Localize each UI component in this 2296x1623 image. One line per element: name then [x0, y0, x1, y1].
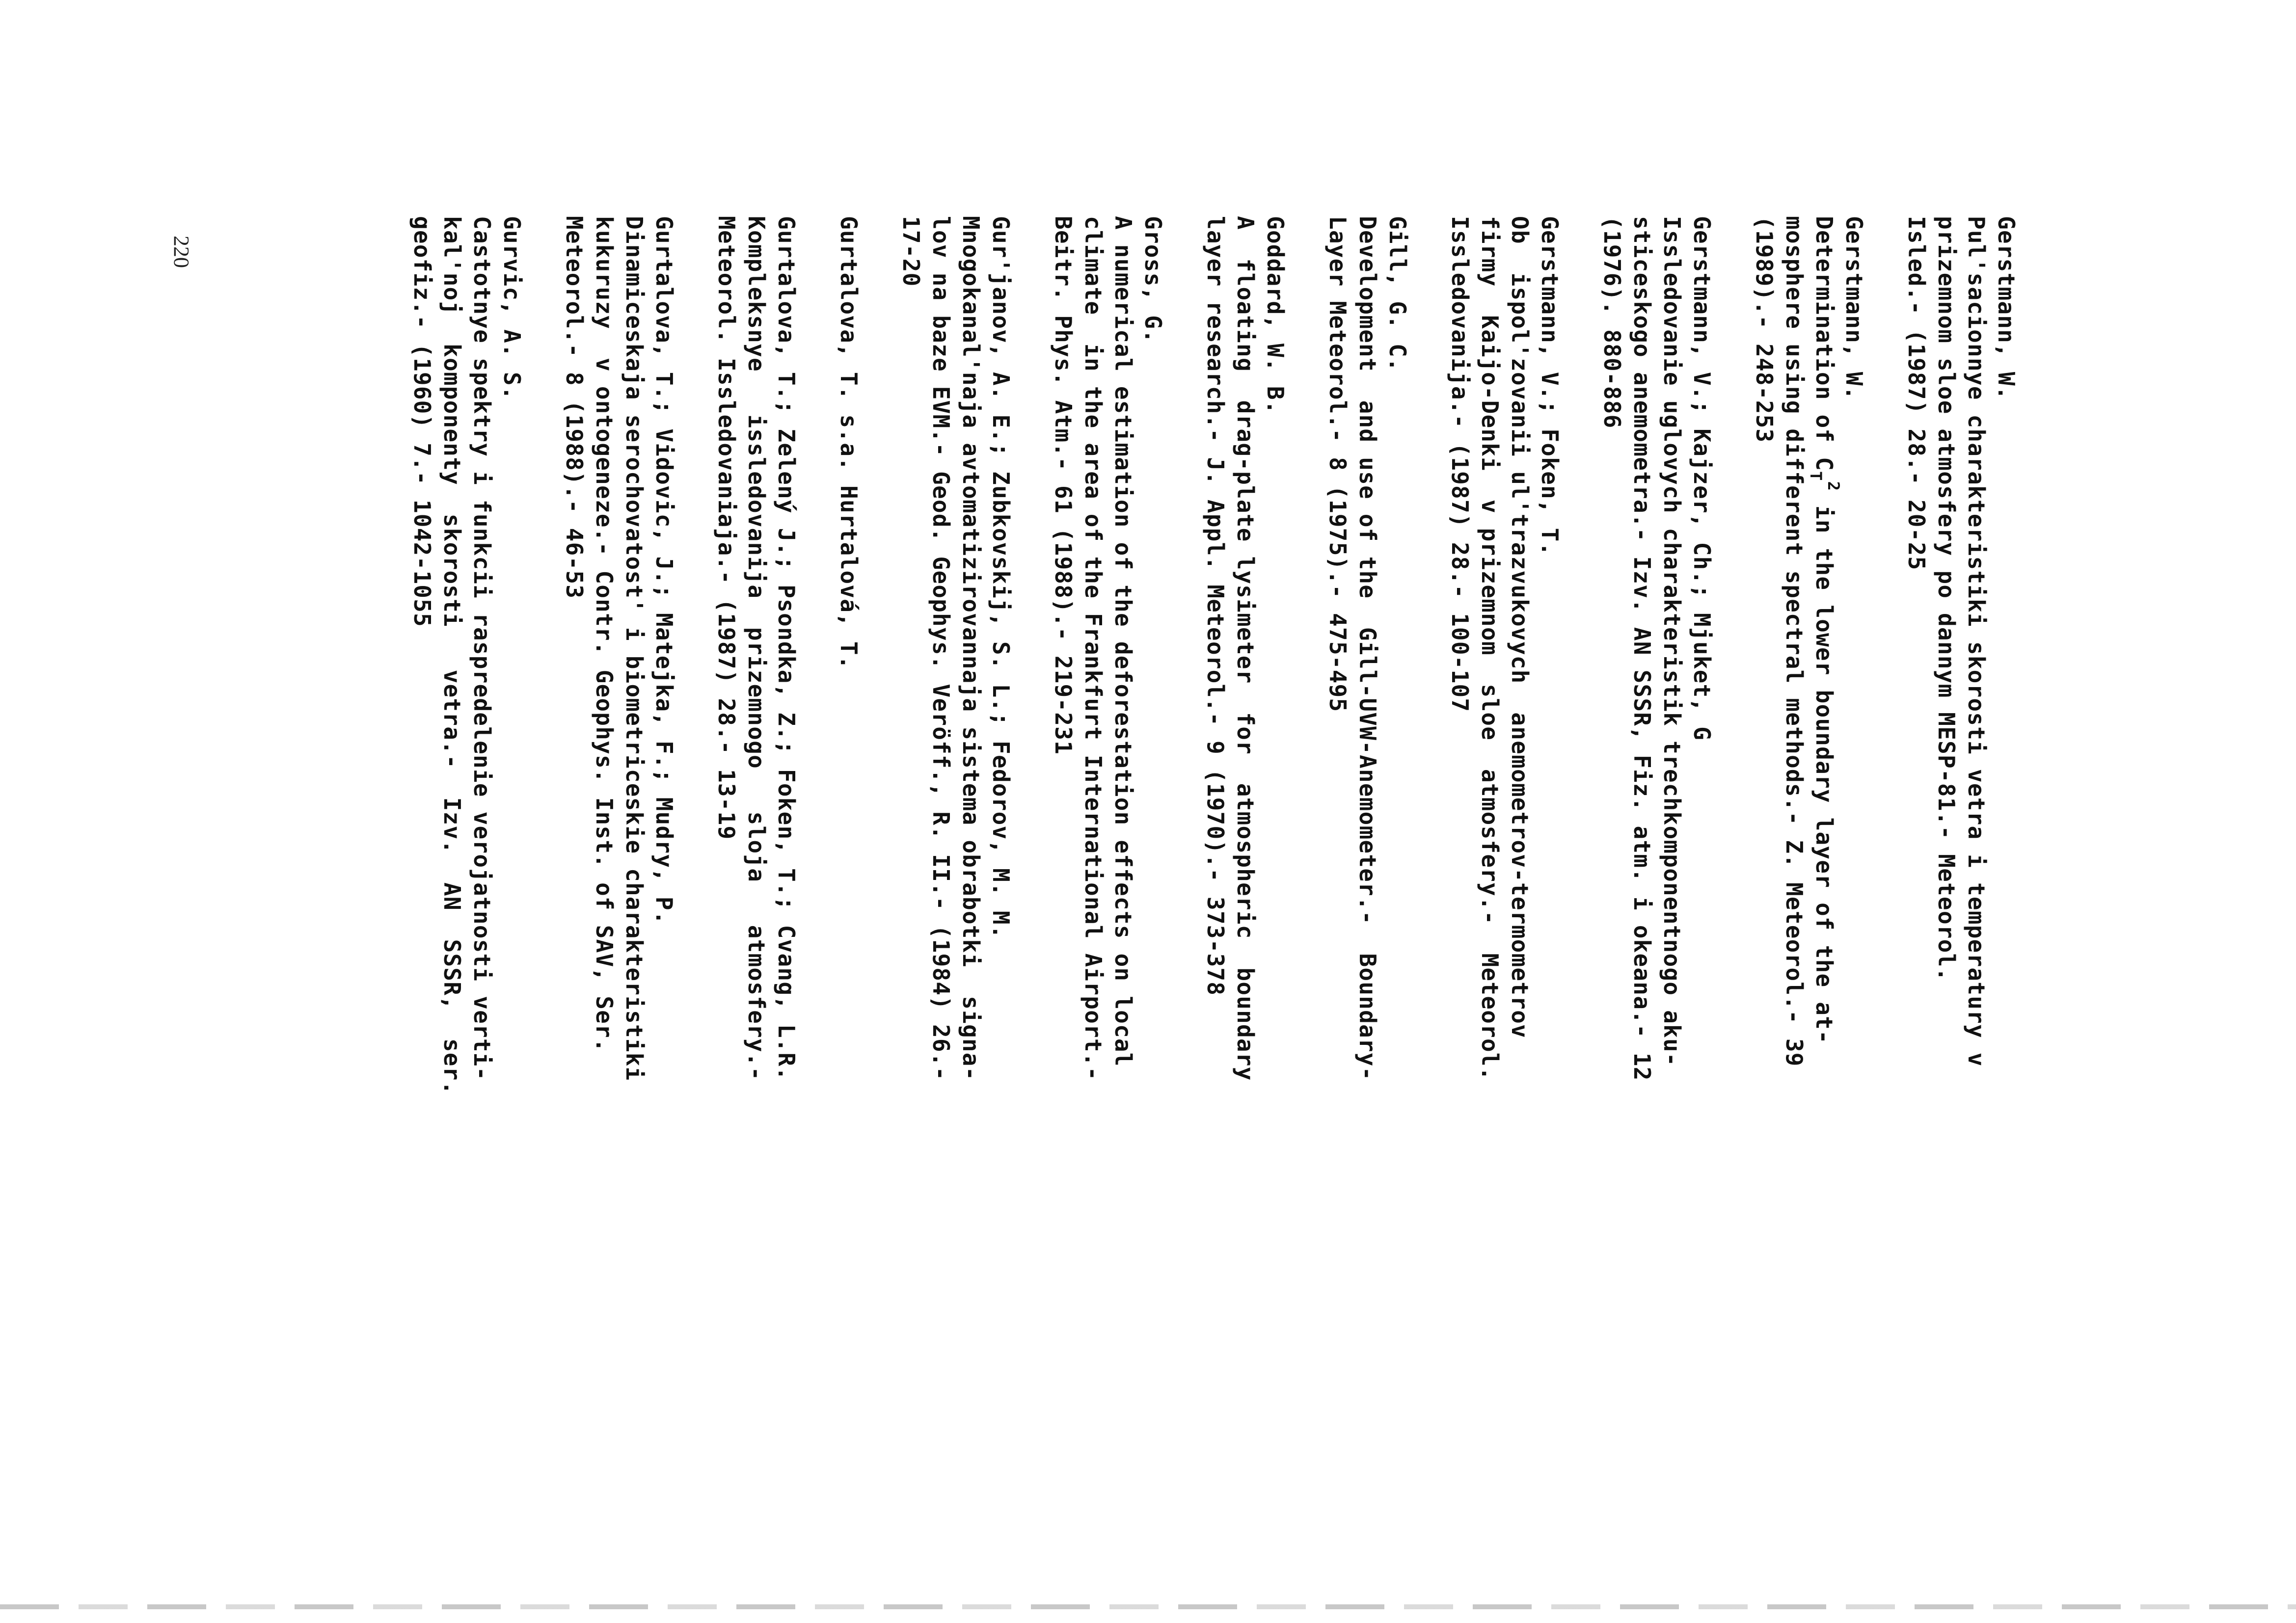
- reference-text-line: Ob ispol'zovanii ul'trazvukovych anemometrov-termometrov: [1507, 216, 1533, 1038]
- reference-author: Gerstmann, V.; Foken, T.: [1537, 216, 1563, 557]
- reference-author: Gerstmann, V.; Kajzer, Ch.; Mjuket, G: [1689, 216, 1715, 741]
- reference-author: Gill, G. C.: [1384, 216, 1411, 372]
- reference-entry: [1901, 216, 2021, 1492]
- reference-entry: [1200, 216, 1290, 1492]
- reference-text-line: Castotnye spektry i funkcii raspredelenie verojatnosti verti-: [469, 216, 495, 1081]
- reference-text-line: Meteorol. Issledovaniaja.- (1987) 28.- 13-19: [713, 216, 740, 840]
- reference-author: Gurtalova, T.; Vidovic, J.; Matejka, F.; Mudry, P.: [651, 216, 677, 925]
- subscript-t: T: [1807, 471, 1825, 481]
- reference-text-line: 17-20: [898, 216, 924, 287]
- reference-author: Gross, G.: [1140, 216, 1166, 344]
- reference-text-line: Meteorol.- 8 (1988).- 46-53: [561, 216, 588, 599]
- reference-text-line: geofiz.- (1960) 7.- 1042-1055: [409, 216, 435, 627]
- reference-text-line: Pul'sacionnye charakteristiki skorosti vetra i temperatury v: [1963, 216, 1990, 1067]
- reference-entry: [1597, 216, 1717, 1492]
- page-number: 220: [169, 236, 193, 268]
- reference-text-line: Mnogokanal'naja avtomatizirovannaja sistema obrabotki signa-: [958, 216, 984, 1081]
- reference-text-line: climate in the area of the Frankfurt International Airport.-: [1080, 216, 1107, 1081]
- reference-text-line: Layer Meteorol.- 8 (1975).- 475-495: [1324, 216, 1351, 713]
- reference-text-line: Development and use of the Gill-UVW-Anemometer.- Boundary-: [1354, 216, 1381, 1081]
- reference-entry: [559, 216, 679, 1492]
- reference-author: Gerstmann, W.: [1841, 216, 1867, 400]
- reference-text-line: A floating drag-plate lysimeter for atmospheric boundary: [1232, 216, 1259, 1081]
- reference-text-line: Isled.- (1987) 28.- 20-25: [1903, 216, 1930, 571]
- reference-entry: [1048, 216, 1168, 1492]
- reference-entry: [834, 216, 864, 1492]
- reference-text-line: Dinamiceskaja serochovatost' i biometriceskie charakteristiki: [621, 216, 648, 1081]
- reference-text-line: Issledovanija.- (1987) 28.- 100-107: [1447, 216, 1473, 713]
- reference-text-line: sticeskogo anemometra.- Izv. AN SSSR, Fiz. atm. i okeana.- 12: [1629, 216, 1655, 1081]
- reference-author: Gurvic, A. S.: [499, 216, 525, 400]
- reference-text-line: Determination of $C_T^2$ in the lower boundary layer of the at-: [1807, 216, 1843, 1044]
- reference-list: [375, 216, 2111, 1492]
- reference-entry: [896, 216, 1016, 1492]
- reference-text-line: mosphere using different spectral methods.- Z. Meteorol.- 39: [1781, 216, 1808, 1067]
- reference-text-line: kal'noj komponenty skorosti vetra.- Izv. AN SSSR, ser.: [439, 216, 465, 1095]
- reference-text-line: A numerical estimation of the deforestation effects on local: [1110, 216, 1136, 1067]
- reference-author: Gurtalova, T.; Zelený J.; Psondka, Z.; Foken, T.; Cvang, L.R.: [773, 216, 800, 1081]
- reference-author: Goddard, W. B.: [1262, 216, 1289, 415]
- reference-text-line: prizemnom sloe atmosfery po dannym MESP-81.- Meteorol.: [1933, 216, 1960, 982]
- reference-entry: [1323, 216, 1412, 1492]
- reference-text-line: firmy Kaijo-Denki v prizemnom sloe atmosfery.- Meteorol.: [1477, 216, 1503, 1081]
- superscript-2: 2: [1824, 481, 1843, 492]
- reference-entry: [407, 216, 527, 1492]
- reference-text-line: Issledovanie uglovych charakteristik trechkomponentnogo aku-: [1659, 216, 1685, 1067]
- reference-entry: [1749, 216, 1869, 1492]
- reference-text-line: (1989).- 248-253: [1751, 216, 1778, 443]
- reference-author: Gur'janov, A. E.; Zubkovskij, S. L.; Fedorov, M. M.: [988, 216, 1014, 939]
- reference-text-line: (1976). 880-886: [1599, 216, 1625, 429]
- reference-text-line: Beitr. Phys. Atm.- 61 (1988).- 219-231: [1050, 216, 1077, 755]
- reference-text-line: kukuruzy v ontogeneze.- Contr. Geophys. Inst. of SAV, Ser.: [591, 216, 618, 1053]
- reference-text-line: layer research.- J. Appl. Meteorol.- 9 (1970).- 373-378: [1202, 216, 1229, 996]
- reference-entry: [1445, 216, 1565, 1492]
- scan-edge-artifact: [0, 1604, 2296, 1609]
- reference-text-line: Kompleksnye issledovanija prizemnogo sloja atmosfery.-: [743, 216, 770, 1081]
- reference-entry: [711, 216, 801, 1492]
- reference-author: Gurtalova, T. s.a. Hurtalová, T.: [836, 216, 862, 670]
- reference-author: Gerstmann, W.: [1993, 216, 2020, 400]
- reference-text-line: lov na baze EVM.- Geod. Geophys. Veröff., R. II.- (1984) 26.-: [928, 216, 954, 1081]
